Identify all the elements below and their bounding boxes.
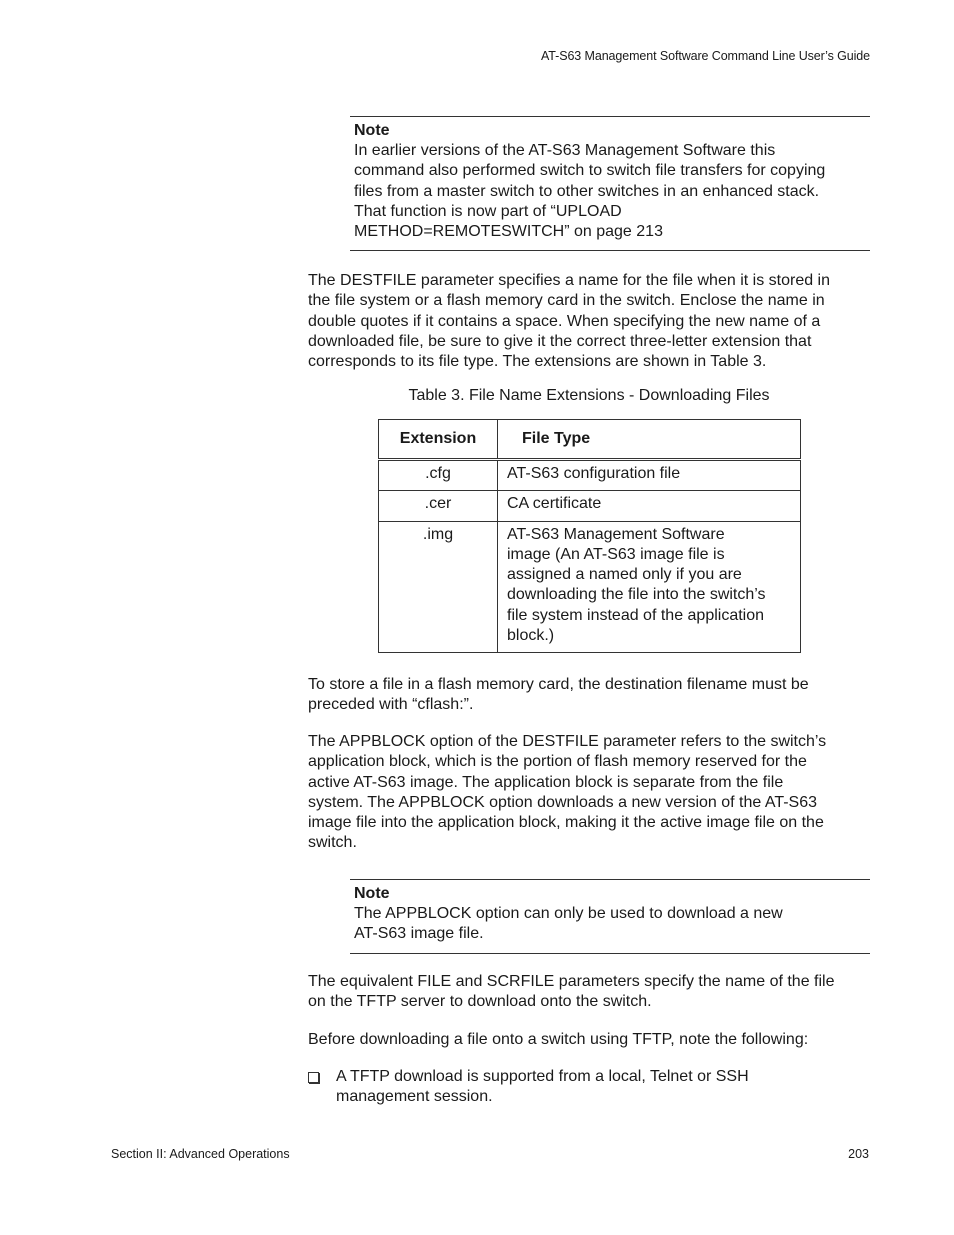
cflash-paragraph: [308, 675, 873, 716]
appblock-paragraph: [308, 732, 873, 854]
note-line: files from a master switch to other switches in an enhanced stack.: [354, 182, 820, 200]
file-type-cell: [498, 460, 801, 491]
text-line: image file into the application block, making it the active image file on the: [308, 814, 824, 832]
cell-line: downloading the file into the switch’s: [507, 586, 766, 604]
note-line: AT-S63 image file.: [354, 925, 484, 943]
note-line: That function is now part of “UPLOAD: [354, 202, 622, 220]
table-row: [379, 521, 801, 653]
text-line: on the TFTP server to download onto the switch.: [308, 993, 652, 1011]
text-line: management session.: [336, 1088, 493, 1106]
text-line: A TFTP download is supported from a local, Telnet or SSH: [336, 1068, 749, 1085]
table-row: [379, 460, 801, 491]
cell-line: AT-S63 configuration file: [507, 465, 681, 482]
cell-line: AT-S63 Management Software: [507, 525, 725, 543]
cell-line: file system instead of the application: [507, 606, 765, 624]
note-body: [354, 904, 870, 945]
note-title: Note: [354, 122, 390, 139]
cell-line: assigned a named only if you are: [507, 566, 742, 584]
cell-line: block.): [507, 627, 555, 645]
column-header-extension: Extension: [379, 420, 498, 460]
running-header: AT-S63 Management Software Command Line User’s Guide: [541, 49, 870, 63]
text-line: active AT-S63 image. The application block is separate from the file: [308, 773, 784, 791]
text-line: double quotes if it contains a space. When specifying the new name of a: [308, 312, 821, 330]
extension-cell: .img: [379, 521, 498, 653]
cell-line: CA certificate: [507, 495, 602, 513]
checkbox-bullet-icon: [308, 1072, 319, 1083]
note-line: In earlier versions of the AT-S63 Management Software this: [354, 142, 776, 159]
note-box: [350, 116, 870, 251]
text-line: application block, which is the portion of flash memory reserved for the: [308, 753, 807, 771]
extension-cell: .cfg: [379, 460, 498, 491]
page-number: 203: [848, 1147, 869, 1161]
text-line: corresponds to its file type. The extensions are shown in Table 3.: [308, 353, 767, 371]
text-line: preceded with “cflash:”.: [308, 696, 474, 714]
note-line: The APPBLOCK option can only be used to download a new: [354, 905, 783, 922]
text-line: switch.: [308, 834, 357, 852]
text-line: To store a file in a flash memory card, the destination filename must be: [308, 676, 809, 693]
extensions-table: [378, 419, 801, 653]
table-header-row: [379, 420, 801, 460]
text-line: Before downloading a file onto a switch using TFTP, note the following:: [308, 1031, 809, 1048]
tftp-intro-paragraph: [308, 1030, 873, 1050]
note-body: [354, 141, 870, 242]
text-line: system. The APPBLOCK option downloads a new version of the AT-S63: [308, 793, 818, 811]
text-line: The equivalent FILE and SCRFILE parameters specify the name of the file: [308, 973, 835, 990]
bullet-item: [308, 1067, 873, 1108]
cell-line: image (An AT-S63 image file is: [507, 545, 725, 563]
file-type-cell: [498, 521, 801, 653]
file-type-cell: [498, 491, 801, 521]
note-line: METHOD=REMOTESWITCH” on page 213: [354, 223, 663, 241]
text-line: The APPBLOCK option of the DESTFILE parameter refers to the switch’s: [308, 733, 827, 750]
file-scrfile-paragraph: [308, 972, 873, 1013]
text-line: the file system or a flash memory card in the switch. Enclose the name in: [308, 292, 825, 310]
note-box: [350, 879, 870, 954]
column-header-file-type: File Type: [498, 420, 801, 460]
extension-cell: .cer: [379, 491, 498, 521]
footer-section: Section II: Advanced Operations: [111, 1147, 290, 1161]
text-line: The DESTFILE parameter specifies a name for the file when it is stored in: [308, 272, 831, 289]
note-title: Note: [354, 885, 390, 902]
text-line: downloaded file, be sure to give it the correct three-letter extension that: [308, 332, 812, 350]
table-caption: Table 3. File Name Extensions - Downloading Files: [408, 387, 770, 404]
bullet-text: [336, 1067, 873, 1108]
table-row: [379, 491, 801, 521]
note-line: command also performed switch to switch file transfers for copying: [354, 162, 826, 180]
destfile-paragraph: [308, 271, 873, 372]
